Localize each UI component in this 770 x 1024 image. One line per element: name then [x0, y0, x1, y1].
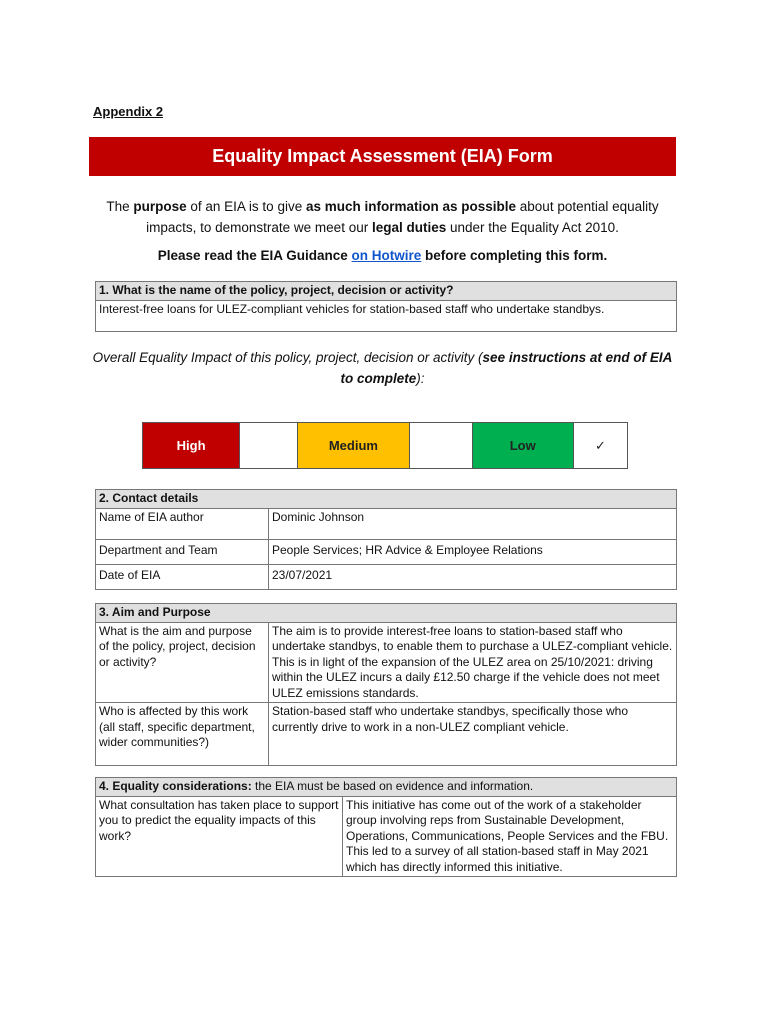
section4-header — [96, 778, 677, 797]
appendix-label: Appendix 2 — [93, 104, 164, 119]
contact-label: Date of EIA — [96, 564, 269, 589]
rating-high-checkbox[interactable] — [240, 423, 298, 469]
aim-label: What is the aim and purpose of the policy, project, decision or activity? — [96, 622, 269, 703]
section2-table — [95, 489, 677, 590]
intro-paragraph — [89, 196, 676, 238]
hotwire-link[interactable]: on Hotwire — [351, 248, 422, 263]
section1-answer[interactable]: Interest-free loans for ULEZ-compliant vehicles for station-based staff who undertake standbys. — [96, 300, 677, 331]
overall-text: Overall Equality Impact of this policy, project, decision or activity ( — [92, 350, 483, 365]
aim-value[interactable]: The aim is to provide interest-free loans to station-based staff who undertake standbys, to enable them to purchase a ULEZ-compliant vehicle. This is in light of the expansion of the ULEZ area on 25/10/2021: driving within the ULEZ incurs a daily £12.50 charge if the vehicle does not meet ULEZ emissions standards. — [269, 622, 677, 703]
rating-low: Low — [472, 423, 573, 469]
intro-bold-info: as much information as possible — [305, 199, 517, 214]
intro-bold-purpose: purpose — [133, 199, 187, 214]
contact-label: Department and Team — [96, 539, 269, 564]
rating-medium: Medium — [298, 423, 409, 469]
contact-value-department[interactable]: People Services; HR Advice & Employee Relations — [269, 539, 677, 564]
consultation-label: What consultation has taken place to support you to predict the equality impacts of this work? — [96, 796, 343, 877]
overall-bold: see instructions at end of EIA to complete — [340, 350, 673, 386]
intro-text: of an EIA is to give — [186, 199, 306, 214]
section3-table — [95, 603, 677, 766]
guidance-text: Please read the EIA Guidance — [157, 248, 352, 263]
section4-table — [95, 777, 677, 877]
contact-value-author[interactable]: Dominic Johnson — [269, 508, 677, 539]
contact-label: Name of EIA author — [96, 508, 269, 539]
guidance-line — [89, 248, 676, 263]
impact-rating-table — [142, 422, 628, 469]
intro-text: The — [106, 199, 134, 214]
section4-header-bold: 4. Equality considerations: — [99, 779, 252, 793]
affected-value[interactable]: Station-based staff who undertake standbys, specifically those who currently drive to work in a non-ULEZ compliant vehicle. — [269, 703, 677, 766]
consultation-value[interactable]: This initiative has come out of the work of a stakeholder group involving reps from Sustainable Development, Operations, Communications, People Services and the FBU. This led to a survey of all station-based staff in May 2021 which has directly informed this initiative. — [343, 796, 677, 877]
intro-text: under the Equality Act 2010. — [446, 220, 619, 235]
rating-low-checkbox[interactable] — [573, 423, 627, 469]
overall-end: ): — [416, 371, 425, 386]
form-title-banner — [89, 137, 676, 176]
guidance-text: before completing this form. — [421, 248, 608, 263]
section4-header-rest: the EIA must be based on evidence and information. — [251, 779, 534, 793]
form-title: Equality Impact Assessment (EIA) Form — [212, 146, 553, 166]
overall-impact-prompt — [89, 347, 676, 389]
affected-label: Who is affected by this work (all staff, specific department, wider communities?) — [96, 703, 269, 766]
section1-header: 1. What is the name of the policy, project, decision or activity? — [96, 282, 677, 301]
intro-text: about potential equality impacts, to demonstrate we meet our — [146, 199, 659, 235]
section2-header: 2. Contact details — [96, 490, 677, 509]
section3-header: 3. Aim and Purpose — [96, 604, 677, 623]
contact-value-date[interactable]: 23/07/2021 — [269, 564, 677, 589]
rating-high: High — [143, 423, 240, 469]
check-icon: ✓ — [594, 437, 606, 453]
section1-table — [95, 281, 677, 332]
rating-medium-checkbox[interactable] — [409, 423, 472, 469]
intro-bold-legal: legal duties — [371, 220, 447, 235]
